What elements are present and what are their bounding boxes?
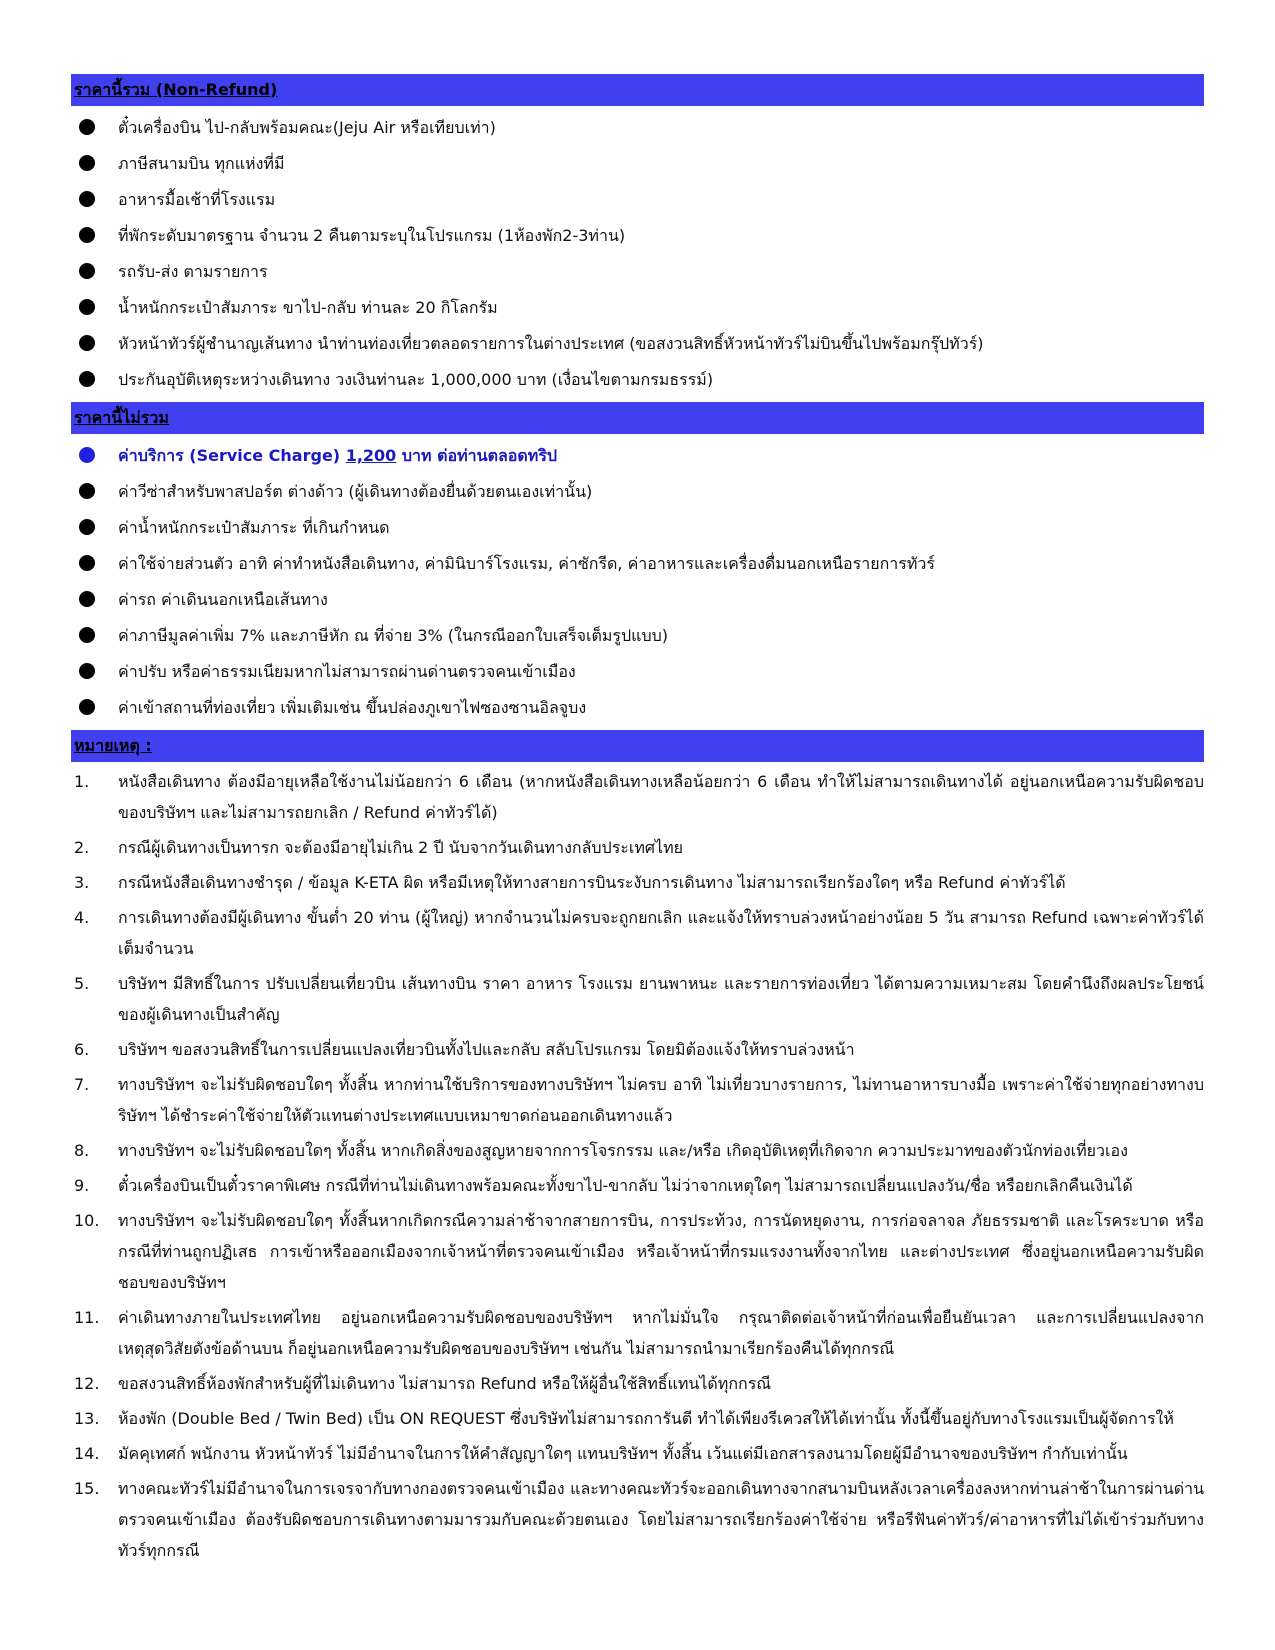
notes-section-header [71,730,1204,762]
bullet-icon [79,519,95,535]
list-item: ภาษีสนามบิน ทุกแห่งที่มี [71,146,1204,182]
note-item: 13. ห้องพัก (Double Bed / Twin Bed) เป็น ON REQUEST ซึ่งบริษัทไม่สามารถการันตี ทำได้เพียงรีเควสให้ได้เท่านั้น ทั้งนี้ขึ้นอยู่กับทางโรงแรมเป็นผู้จัดการให้ [74,1409,1174,1428]
note-item: 14. มัคคุเทศก์ พนักงาน หัวหน้าทัวร์ ไม่มีอำนาจในการให้คำสัญญาใดๆ แทนบริษัทฯ ทั้งสิ้น เว้นแต่มีเอกสารลงนามโดยผู้มีอำนาจของบริษัทฯ กำกับเท่านั้น [74,1444,1128,1463]
list-item: อาหารมื้อเช้าที่โรงแรม [71,182,1204,218]
list-item: ค่าเข้าสถานที่ท่องเที่ยว เพิ่มเติมเช่น ขึ้นปล่องภูเขาไฟซองซานอิลจูบง [71,690,1204,726]
bullet-icon [79,263,95,279]
bullet-icon [79,483,95,499]
note-item: 3. กรณีหนังสือเดินทางชำรุด / ข้อมูล K-ETA ผิด หรือมีเหตุให้ทางสายการบินระงับการเดินทาง ไม่สามารถเรียกร้องใดๆ หรือ Refund ค่าทัวร์ได้ [74,873,1066,892]
note-item: 8. ทางบริษัทฯ จะไม่รับผิดชอบใดๆ ทั้งสิ้น หากเกิดสิ่งของสูญหายจากการโจรกรรม และ/หรือ เกิดอุบัติเหตุที่เกิดจาก ความประมาทของตัวนักท่องเที่ยวเอง [74,1141,1128,1160]
bullet-icon [79,591,95,607]
note-item: 6. บริษัทฯ ขอสงวนสิทธิ์ในการเปลี่ยนแปลงเที่ยวบินทั้งไปและกลับ สลับโปรแกรม โดยมิต้องแจ้งให้ทราบล่วงหน้า [74,1040,855,1059]
bullet-icon [79,371,95,387]
bullet-icon [79,335,95,351]
list-item: ค่าน้ำหนักกระเป๋าสัมภาระ ที่เกินกำหนด [71,510,1204,546]
bullet-icon [79,555,95,571]
list-item: ค่าใช้จ่ายส่วนตัว อาทิ ค่าทำหนังสือเดินทาง, ค่ามินิบาร์โรงแรม, ค่าซักรีด, ค่าอาหารและเครื่องดื่มนอกเหนือรายการทัวร์ [71,546,1204,582]
note-item: 4. การเดินทางต้องมีผู้เดินทาง ขั้นต่ำ 20 ท่าน (ผู้ใหญ่) หากจำนวนไม่ครบจะถูกยกเลิก และแจ้งให้ทราบล่วงหน้าอย่างน้อย 5 วัน สามารถ Refund เฉพาะค่าทัวร์ได้เต็มจำนวน [74,908,1204,958]
bullet-icon [79,627,95,643]
excluded-title: ราคานี้ไม่รวม [74,407,169,427]
list-item: น้ำหนักกระเป๋าสัมภาระ ขาไป-กลับ ท่านละ 20 กิโลกรัม [71,290,1204,326]
list-item: ตั๋วเครื่องบิน ไป-กลับพร้อมคณะ(Jeju Air หรือเทียบเท่า) [71,110,1204,146]
included-title: ราคานี้รวม (Non-Refund) [74,79,278,99]
bullet-icon [79,447,95,463]
note-item: 5. บริษัทฯ มีสิทธิ์ในการ ปรับเปลี่ยนเที่ยวบิน เส้นทางบิน ราคา อาหาร โรงแรม ยานพาหนะ และรายการท่องเที่ยว ได้ตามความเหมาะสม โดยคำนึงถึงผลประโยชน์ของผู้เดินทางเป็นสำคัญ [74,974,1204,1024]
excluded-section-header [71,402,1204,434]
bullet-icon [79,155,95,171]
excluded-list [71,438,1204,726]
list-item: ค่าภาษีมูลค่าเพิ่ม 7% และภาษีหัก ณ ที่จ่าย 3% (ในกรณีออกใบเสร็จเต็มรูปแบบ) [71,618,1204,654]
bullet-icon [79,191,95,207]
notes-list [71,766,1204,1566]
bullet-icon [79,227,95,243]
note-item: 1. หนังสือเดินทาง ต้องมีอายุเหลือใช้งานไม่น้อยกว่า 6 เดือน (หากหนังสือเดินทางเหลือน้อยกว่า 6 เดือน ทำให้ไม่สามารถเดินทางได้ อยู่นอกเหนือความรับผิดชอบของบริษัทฯ และไม่สามารถยกเลิก / Refund ค่าทัวร์ได้) [74,772,1204,822]
bullet-icon [79,663,95,679]
list-item: ค่ารถ ค่าเดินนอกเหนือเส้นทาง [71,582,1204,618]
list-item: ค่าวีซ่าสำหรับพาสปอร์ต ต่างด้าว (ผู้เดินทางต้องยื่นด้วยตนเองเท่านั้น) [71,474,1204,510]
list-item: หัวหน้าทัวร์ผู้ชำนาญเส้นทาง นำท่านท่องเที่ยวตลอดรายการในต่างประเทศ (ขอสงวนสิทธิ์หัวหน้าทัวร์ไม่บินขึ้นไปพร้อมกรุ๊ปทัวร์) [71,326,1204,362]
notes-title: หมายเหตุ : [74,735,152,755]
list-item: ประกันอุบัติเหตุระหว่างเดินทาง วงเงินท่านละ 1,000,000 บาท (เงื่อนไขตามกรมธรรม์) [71,362,1204,398]
bullet-icon [79,699,95,715]
service-charge-amount: 1,200 [345,446,397,465]
service-charge-item: ค่าบริการ (Service Charge) 1,200 บาท ต่อท่านตลอดทริป [71,438,1204,474]
note-item: 10. ทางบริษัทฯ จะไม่รับผิดชอบใดๆ ทั้งสิ้นหากเกิดกรณีความล่าช้าจากสายการบิน, การประท้วง, การนัดหยุดงาน, การก่อจลาจล ภัยธรรมชาติ และโรคระบาด หรือกรณีที่ท่านถูกปฏิเสธ การเข้าหรือออกเมืองจากเจ้าหน้าที่ตรวจคนเข้าเมือง หรือเจ้าหน้าที่กรมแรงงานทั้งจากไทย และต่างประเทศ ซึ่งอยู่นอกเหนือความรับผิดชอบของบริษัทฯ [74,1211,1204,1292]
note-item: 11. ค่าเดินทางภายในประเทศไทย อยู่นอกเหนือความรับผิดชอบของบริษัทฯ หากไม่มั่นใจ กรุณาติดต่อเจ้าหน้าที่ก่อนเพื่อยืนยันเวลา และการเปลี่ยนแปลงจากเหตุสุดวิสัยดังข้อด้านบน ก็อยู่นอกเหนือความรับผิดชอบของบริษัทฯ เช่นกัน ไม่สามารถนำมาเรียกร้องคืนได้ทุกกรณี [74,1308,1204,1358]
included-list [71,110,1204,398]
document-page [71,74,1204,1570]
note-item: 7. ทางบริษัทฯ จะไม่รับผิดชอบใดๆ ทั้งสิ้น หากท่านใช้บริการของทางบริษัทฯ ไม่ครบ อาทิ ไม่เที่ยวบางรายการ, ไม่ทานอาหารบางมื้อ เพราะค่าใช้จ่ายทุกอย่างทางบริษัทฯ ได้ชำระค่าใช้จ่ายให้ตัวแทนต่างประเทศแบบเหมาขาดก่อนออกเดินทางแล้ว [74,1075,1204,1125]
list-item: ค่าปรับ หรือค่าธรรมเนียมหากไม่สามารถผ่านด่านตรวจคนเข้าเมือง [71,654,1204,690]
bullet-icon [79,119,95,135]
note-item: 15. ทางคณะทัวร์ไม่มีอำนาจในการเจรจากับทางกองตรวจคนเข้าเมือง และทางคณะทัวร์จะออกเดินทางจากสนามบินหลังเวลาเครื่องลงหากท่านล่าช้าในการผ่านด่านตรวจคนเข้าเมือง ต้องรับผิดชอบการเดินทางตามมารวมกับคณะด้วยตนเอง โดยไม่สามารถเรียกร้องค่าใช้จ่าย หรือรีฟันค่าทัวร์/ค่าอาหารที่ไม่ได้เข้าร่วมกับทางทัวร์ทุกกรณี [74,1479,1204,1560]
list-item: รถรับ-ส่ง ตามรายการ [71,254,1204,290]
bullet-icon [79,299,95,315]
note-item: 2. กรณีผู้เดินทางเป็นทารก จะต้องมีอายุไม่เกิน 2 ปี นับจากวันเดินทางกลับประเทศไทย [74,838,684,857]
note-item: 9. ตั๋วเครื่องบินเป็นตั๋วราคาพิเศษ กรณีที่ท่านไม่เดินทางพร้อมคณะทั้งขาไป-ขากลับ ไม่ว่าจากเหตุใดๆ ไม่สามารถเปลี่ยนแปลงวัน/ชื่อ หรือยกเลิกคืนเงินได้ [74,1176,1133,1195]
included-section-header [71,74,1204,106]
list-item: ที่พักระดับมาตรฐาน จำนวน 2 คืนตามระบุในโปรแกรม (1ห้องพัก2-3ท่าน) [71,218,1204,254]
note-item: 12. ขอสงวนสิทธิ์ห้องพักสำหรับผู้ที่ไม่เดินทาง ไม่สามารถ Refund หรือให้ผู้อื่นใช้สิทธิ์แทนได้ทุกกรณี [74,1374,772,1393]
